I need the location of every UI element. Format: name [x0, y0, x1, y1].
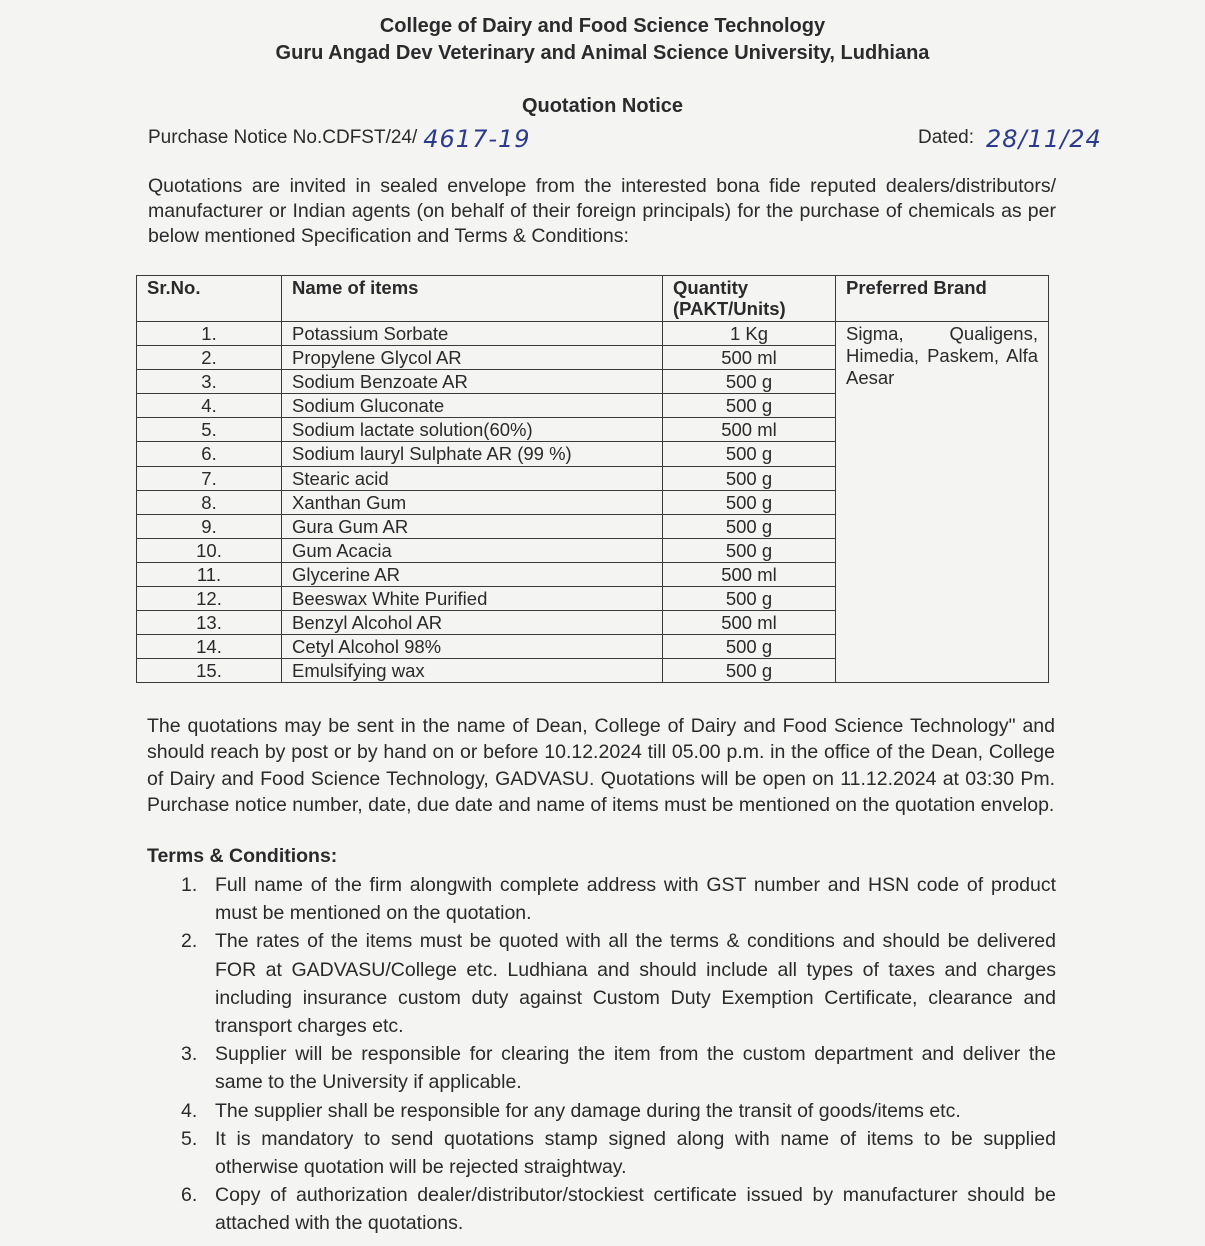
row-sr-no: 4.: [137, 394, 282, 418]
row-sr-no: 13.: [137, 611, 282, 635]
terms-list: [148, 871, 1056, 1238]
row-quantity: 500 g: [663, 370, 836, 394]
term-text: The rates of the items must be quoted with all the terms & conditions and should be delivered FOR at GADVASU/College etc. Ludhiana and should include all types of taxes and charges including insurance custom duty against Custom Duty Exemption Certificate, clearance and transport charges etc.: [215, 930, 1056, 1038]
notice-date: [918, 121, 1102, 153]
row-quantity: 500 g: [663, 538, 836, 562]
term-item: [148, 927, 1056, 1040]
row-quantity: 500 ml: [663, 418, 836, 442]
submission-paragraph: The quotations may be sent in the name of Dean, College of Dairy and Food Science Technology" and should reach by post or by hand on or before 10.12.2024 till 05.00 p.m. in the office of the Dean, College of Dairy and Food Science Technology, GADVASU. Quotations will be open on 11.12.2024 at 03:30 Pm. Purchase notice number, date, due date and name of items must be mentioned on the quotation envelop.: [147, 715, 1055, 817]
row-item-name: Gura Gum AR: [282, 514, 663, 538]
dated-label: Dated:: [918, 127, 974, 148]
row-quantity: 500 g: [663, 635, 836, 659]
header-item-name: Name of items: [282, 276, 663, 322]
table-header-row: [137, 276, 1049, 322]
row-quantity: 500 g: [663, 466, 836, 490]
row-quantity: 500 g: [663, 490, 836, 514]
row-item-name: Cetyl Alcohol 98%: [282, 635, 663, 659]
row-item-name: Emulsifying wax: [282, 659, 663, 683]
row-sr-no: 8.: [137, 490, 282, 514]
term-text: Full name of the firm alongwith complete address with GST number and HSN code of product must be mentioned on the quotation.: [215, 874, 1056, 925]
row-quantity: 500 g: [663, 659, 836, 683]
row-item-name: Benzyl Alcohol AR: [282, 611, 663, 635]
row-item-name: Xanthan Gum: [282, 490, 663, 514]
table-row: [137, 322, 1049, 346]
term-text: Copy of authorization dealer/distributor/stockiest certificate issued by manufacturer should be attached with the quotations.: [215, 1184, 1056, 1235]
header-quantity: Quantity (PAKT/Units): [663, 276, 836, 322]
terms-heading: Terms & Conditions:: [147, 845, 338, 867]
term-item: [148, 1040, 1056, 1096]
row-sr-no: 6.: [137, 442, 282, 466]
purchase-notice-number: [148, 121, 531, 153]
row-item-name: Beeswax White Purified: [282, 587, 663, 611]
row-item-name: Stearic acid: [282, 466, 663, 490]
row-quantity: 1 Kg: [663, 322, 836, 346]
row-item-name: Glycerine AR: [282, 562, 663, 586]
row-sr-no: 3.: [137, 370, 282, 394]
header-sr-no: Sr.No.: [137, 276, 282, 322]
preferred-brand-cell: Sigma, Qualigens, Himedia, Paskem, Alfa Aesar: [836, 322, 1049, 683]
row-sr-no: 15.: [137, 659, 282, 683]
college-name: College of Dairy and Food Science Technology: [379, 15, 826, 37]
handwritten-date: 28/11/24: [985, 125, 1102, 153]
row-quantity: 500 ml: [663, 562, 836, 586]
row-sr-no: 11.: [137, 562, 282, 586]
header-preferred-brand: Preferred Brand: [836, 276, 1049, 322]
items-table: [136, 275, 1049, 683]
row-sr-no: 12.: [137, 587, 282, 611]
row-sr-no: 10.: [137, 538, 282, 562]
row-sr-no: 7.: [137, 466, 282, 490]
row-item-name: Sodium lactate solution(60%): [282, 418, 663, 442]
term-text: Supplier will be responsible for clearing the item from the custom department and deliver the same to the University if applicable.: [215, 1043, 1056, 1094]
notice-title: Quotation Notice: [521, 95, 684, 117]
term-item: [148, 1097, 1056, 1125]
row-quantity: 500 ml: [663, 346, 836, 370]
row-quantity: 500 g: [663, 442, 836, 466]
row-quantity: 500 g: [663, 394, 836, 418]
term-number: 3.: [181, 1043, 198, 1066]
row-item-name: Potassium Sorbate: [282, 322, 663, 346]
row-item-name: Sodium Benzoate AR: [282, 370, 663, 394]
row-sr-no: 1.: [137, 322, 282, 346]
handwritten-notice-number: 4617-19: [423, 125, 531, 153]
term-number: 4.: [181, 1099, 198, 1122]
row-item-name: Propylene Glycol AR: [282, 346, 663, 370]
row-sr-no: 14.: [137, 635, 282, 659]
row-item-name: Gum Acacia: [282, 538, 663, 562]
row-quantity: 500 g: [663, 587, 836, 611]
term-item: [148, 1181, 1056, 1237]
term-item: [148, 871, 1056, 927]
term-text: It is mandatory to send quotations stamp signed along with name of items to be supplied otherwise quotation will be rejected straightway.: [215, 1127, 1056, 1179]
row-sr-no: 9.: [137, 514, 282, 538]
intro-paragraph: Quotations are invited in sealed envelope from the interested bona fide reputed dealers/distributors/ manufacturer or Indian agents (on behalf of their foreign principals) for the purchase of chemicals as per below mentioned Specification and Terms & Conditions:: [148, 175, 1056, 247]
row-sr-no: 5.: [137, 418, 282, 442]
row-sr-no: 2.: [137, 346, 282, 370]
university-name: Guru Angad Dev Veterinary and Animal Science University, Ludhiana: [275, 42, 930, 64]
row-quantity: 500 ml: [663, 611, 836, 635]
row-quantity: 500 g: [663, 514, 836, 538]
term-number: 6.: [181, 1184, 198, 1207]
row-item-name: Sodium lauryl Sulphate AR (99 %): [282, 442, 663, 466]
term-item: [148, 1125, 1056, 1181]
term-number: 5.: [181, 1127, 198, 1150]
row-item-name: Sodium Gluconate: [282, 394, 663, 418]
purchase-notice-label: Purchase Notice No.CDFST/24/: [148, 127, 418, 148]
term-number: 1.: [181, 874, 198, 896]
term-text: The supplier shall be responsible for any damage during the transit of goods/items etc.: [215, 1099, 961, 1122]
term-number: 2.: [181, 930, 198, 953]
